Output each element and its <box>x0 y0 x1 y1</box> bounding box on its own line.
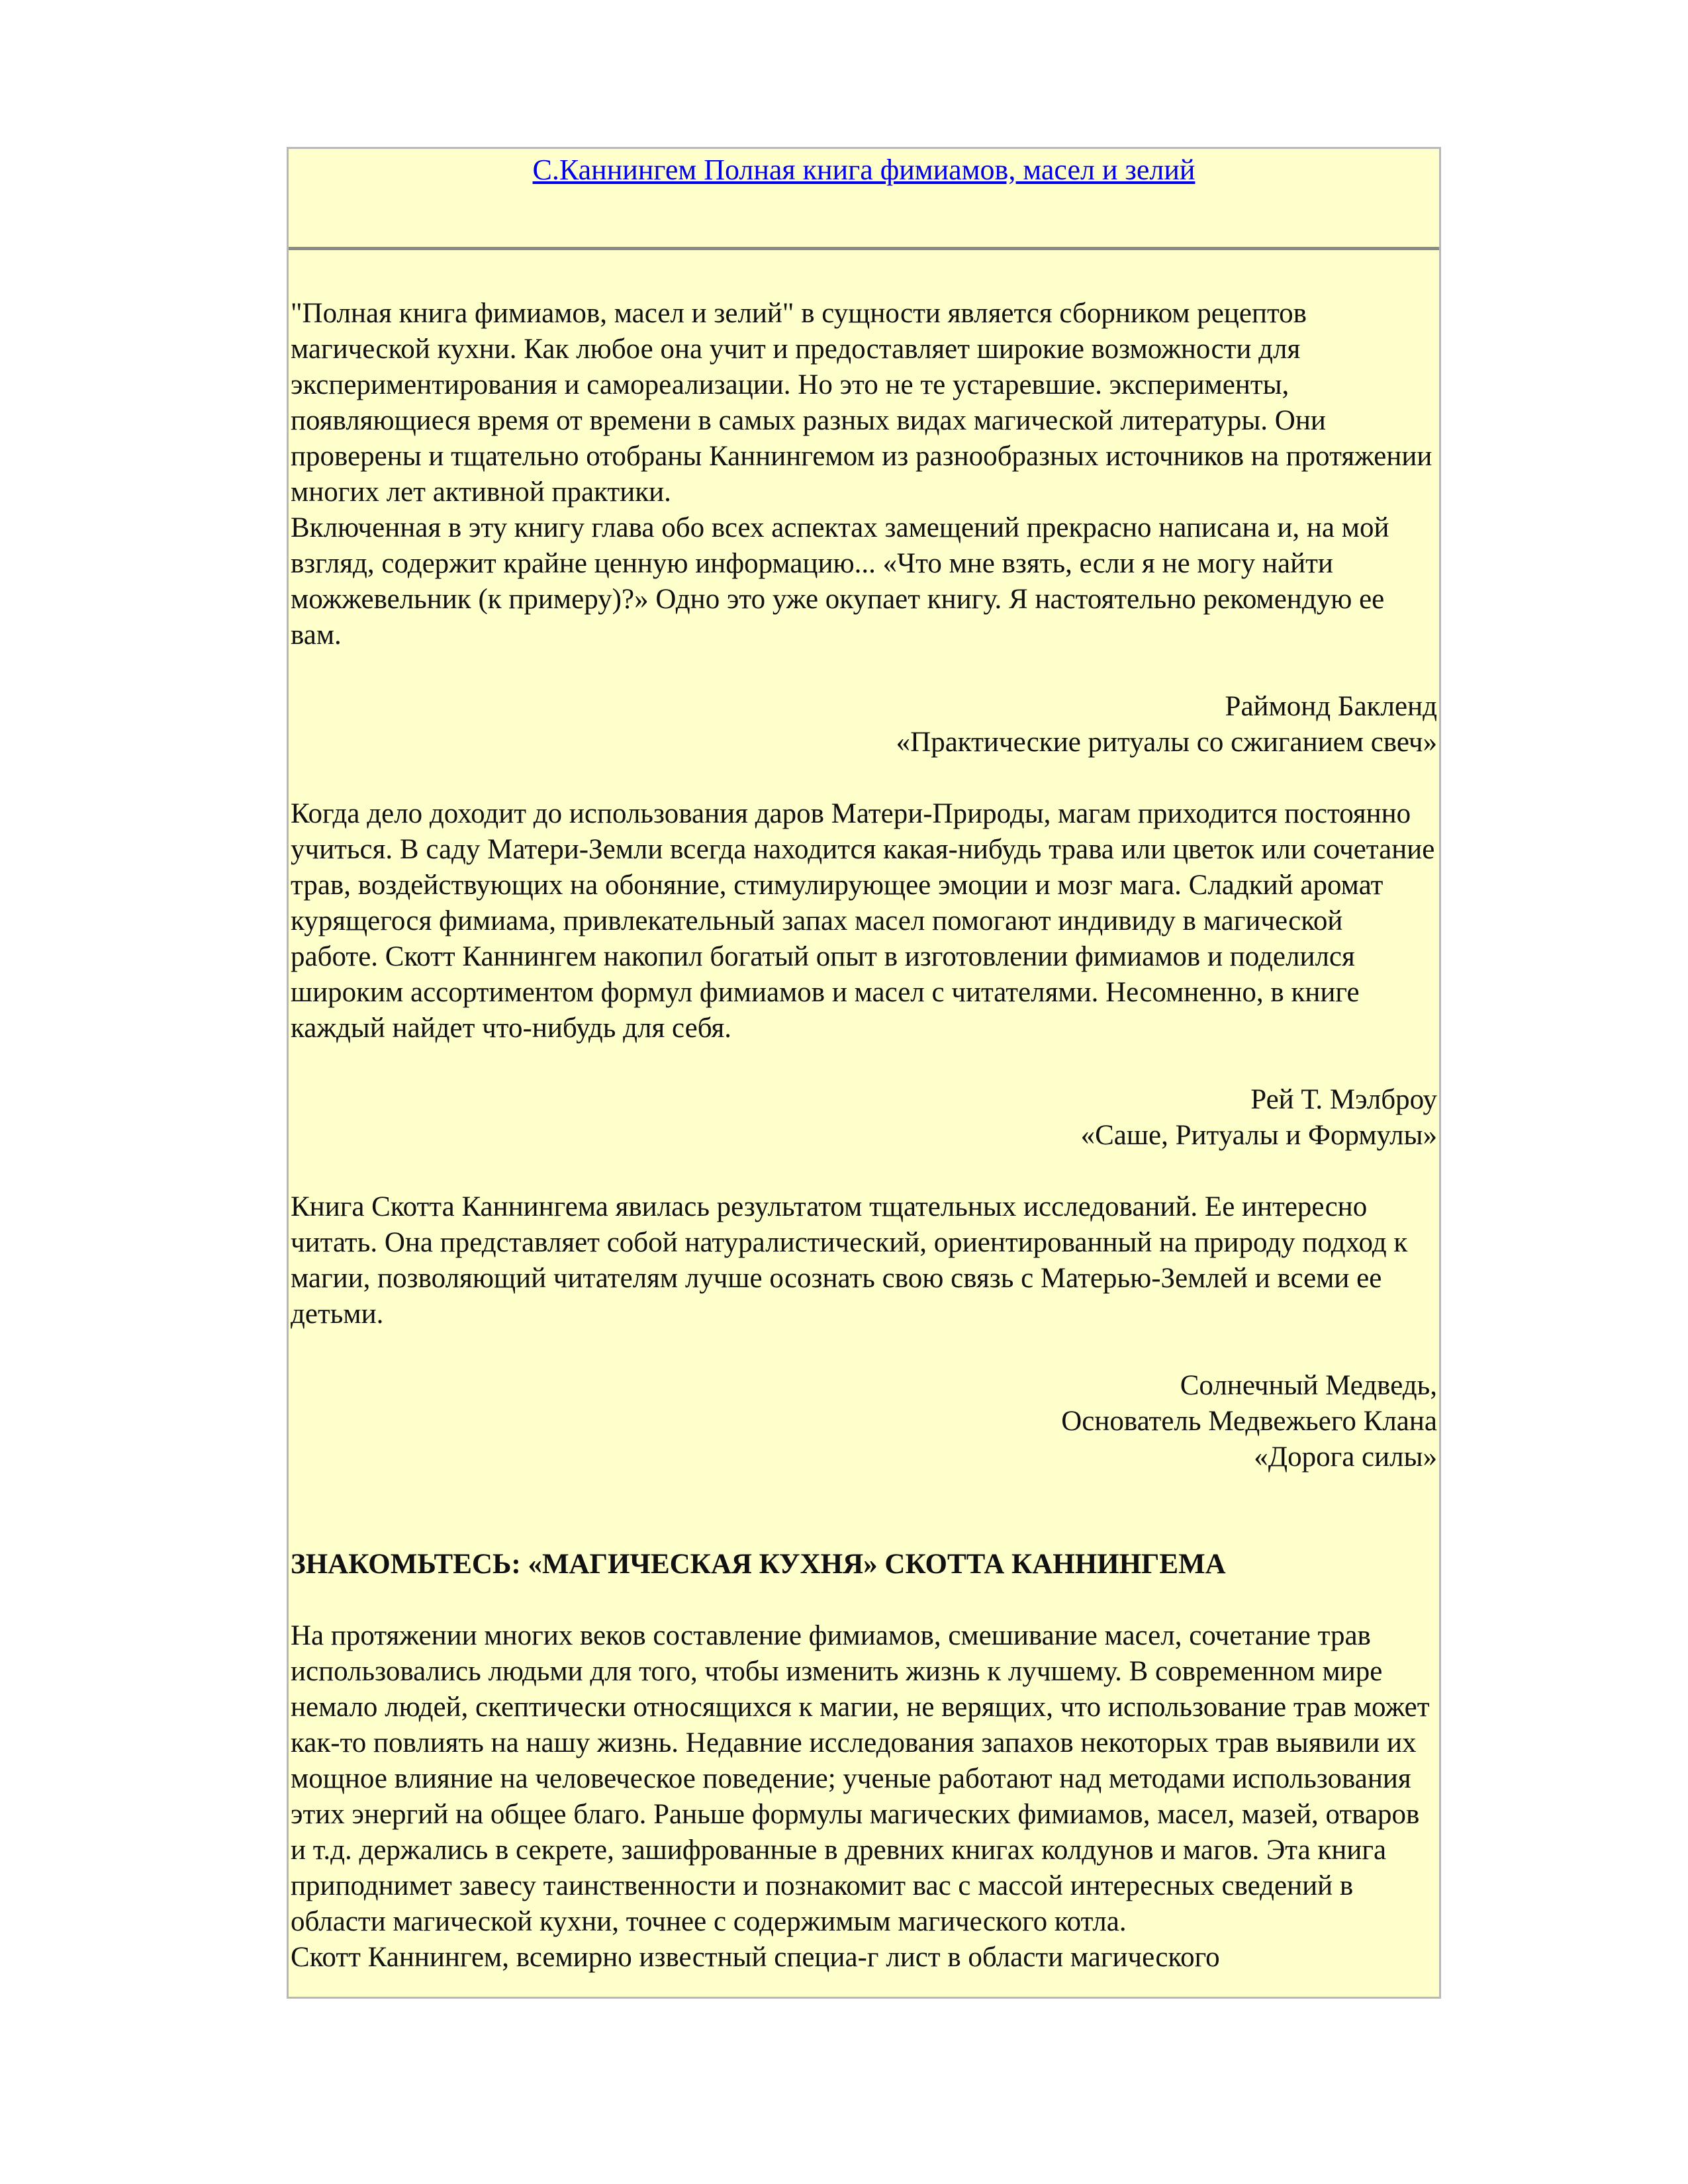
review-3-source: «Дорога силы» <box>1254 1441 1437 1473</box>
review-3-author-role: Основатель Медвежьего Клана <box>1061 1406 1437 1437</box>
review-1-paragraph-2: Включенная в эту книгу глава обо всех аспектах замещений прекрасно написана и, на мой взгляд, содержит крайне ценную информацию... «Что мне взять, если я не могу найти можжевельник (к примеру)?» Одно это уже окупает книгу. Я настоятельно рекомендую ее вам. <box>291 512 1389 651</box>
review-2-source: «Саше, Ритуалы и Формулы» <box>1080 1120 1437 1151</box>
spacer <box>291 1046 1437 1082</box>
review-1-paragraph: "Полная книга фимиамов, масел и зелий" в сущности является сборником рецептов магической кухни. Как любое она учит и предоставляет широкие возможности для экспериментирования и самореализации. Но это не те устаревшие. эксперименты, появляющиеся время от времени в самых разных видах магической литературы. Они проверены и тщательно отобраны Каннингемом из разнообразных источников на протяжении многих лет активной практики. <box>291 298 1432 508</box>
spacer <box>291 653 1437 689</box>
review-1-source: «Практические ритуалы со сжиганием свеч» <box>896 727 1437 758</box>
spacer <box>291 1475 1437 1511</box>
section-paragraph-2: Скотт Каннингем, всемирно известный специа-г лист в области магического <box>291 1942 1220 1973</box>
content-body <box>291 296 1437 1976</box>
spacer <box>291 1582 1437 1618</box>
header-row <box>289 149 1439 248</box>
section-heading: ЗНАКОМЬТЕСЬ: «МАГИЧЕСКАЯ КУХНЯ» СКОТТА КАННИНГЕМА <box>291 1549 1226 1580</box>
spacer <box>291 1332 1437 1368</box>
section-paragraph-1: На протяжении многих веков составление фимиамов, смешивание масел, сочетание трав использовались людьми для того, чтобы изменить жизнь к лучшему. В современном мире немало людей, скептически относящихся к магии, не верящих, что использование трав может как-то повлиять на нашу жизнь. Недавние исследования запахов некоторых трав выявили их мощное влияние на человеческое поведение; ученые работают над методами использования этих энергий на общее благо. Раньше формулы магических фимиамов, масел, мазей, отваров и т.д. держались в секрете, зашифрованные в древних книгах колдунов и магов. Эта книга приподнимет завесу таинственности и познакомит вас с массой интересных сведений в области магической кухни, точнее с содержимым магического котла. <box>291 1620 1430 1937</box>
horizontal-divider <box>289 247 1439 250</box>
spacer <box>291 1511 1437 1547</box>
page-frame <box>287 147 1441 1999</box>
review-2-paragraph: Когда дело доходит до использования даров Матери-Природы, магам приходится постоянно учиться. В саду Матери-Земли всегда находится какая-нибудь трава или цветок или сочетание трав, воздействующих на обоняние, стимулирующее эмоции и мозг мага. Сладкий аромат курящегося фимиама, привлекательный запах масел помогают индивиду в магической работе. Скотт Каннингем накопил богатый опыт в изготовлении фимиамов и поделился широким ассортиментом формул фимиамов и масел с читателями. Несомненно, в книге каждый найдет что-нибудь для себя. <box>291 798 1435 1044</box>
review-2-author: Рей Т. Мэлброу <box>1250 1084 1437 1115</box>
review-1-author: Раймонд Бакленд <box>1225 691 1437 722</box>
title-link[interactable]: С.Каннингем Полная книга фимиамов, масел и зелий <box>532 154 1196 186</box>
review-3-author: Солнечный Медведь, <box>1180 1370 1437 1401</box>
review-3-paragraph: Книга Скотта Каннингема явилась результатом тщательных исследований. Ее интересно читать. Она представляет собой натуралистический, ориентированный на природу подход к магии, позволяющий читателям лучше осознать свою связь с Матерью-Землей и всеми ее детьми. <box>291 1191 1408 1330</box>
spacer <box>291 760 1437 796</box>
spacer <box>291 1154 1437 1189</box>
